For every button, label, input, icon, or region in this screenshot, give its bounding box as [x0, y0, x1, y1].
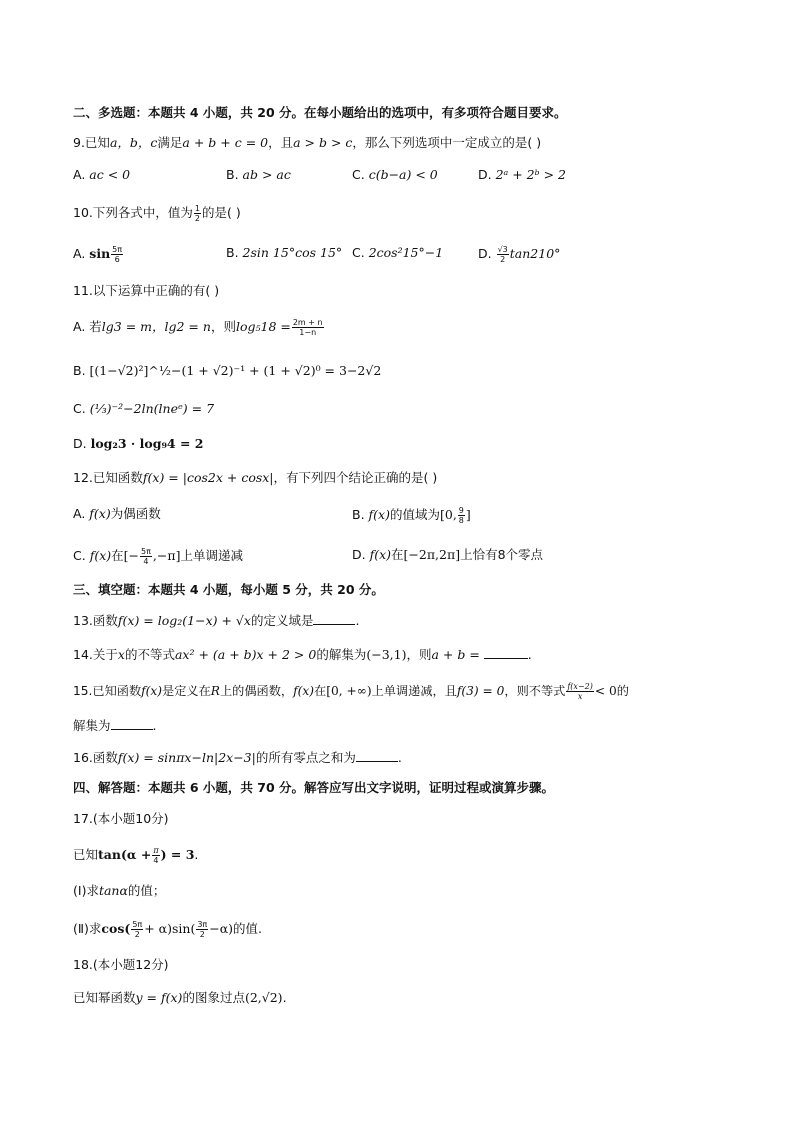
q12-option-a: A. f(x)为偶函数 — [73, 506, 161, 521]
q17-title: 17.(本小题10分) — [73, 811, 169, 826]
q11-stem: 11.以下运算中正确的有( ) — [73, 283, 220, 298]
q10-option-a: A. sin $\frac{5\pi}{6}$ — [73, 245, 123, 264]
q11-option-a: A. 若lg3 = m，lg2 = n，则log₅18 = $\frac{2m + n}{1-n}$ — [73, 318, 323, 337]
q9-stem: 9.已知a，b，c满足a + b + c = 0，且a > b > c，那么下列选项中一定成立的是( ) — [73, 135, 542, 150]
q11-option-b: B. [(1−√2)²]^½−(1 + √2)⁻¹ + (1 + √2)⁰ = 3−2√2 — [73, 363, 382, 378]
q17-part1: (Ⅰ)求tanα的值； — [73, 883, 166, 898]
q10-stem: 10.下列各式中，值为 $\frac{1}{2}$ 的是( ) — [73, 204, 241, 223]
q15-stem: 15.已知函数f(x)是定义在R上的偶函数，f(x)在[0, +∞)上单调递减，且f(3) = 0，则不等式 $\frac{f(x-2)}{x}$ < 0的 — [73, 682, 629, 701]
q9-option-d: D. 2ᵃ + 2ᵇ > 2 — [478, 167, 566, 182]
q10-option-b: B. 2sin 15°cos 15° — [226, 245, 343, 260]
q12-option-d: D. f(x)在[−2π,2π]上恰有8个零点 — [352, 547, 544, 562]
q18-title: 18.(本小题12分) — [73, 957, 169, 972]
q13-stem: 13.函数f(x) = log₂(1−x) + √x的定义域是 . — [73, 613, 360, 628]
q16-stem: 16.函数f(x) = sinπx−ln|2x−3|的所有零点之和为 . — [73, 750, 402, 765]
q13-answer-blank[interactable] — [313, 613, 355, 625]
q12-option-b: B. f(x)的值域为[0, $\frac{9}{8}$ ] — [352, 506, 471, 525]
q18-given: 已知幂函数y = f(x)的图象过点(2,√2). — [73, 990, 287, 1005]
section4-heading: 四、解答题：本题共 6 小题，共 70 分。解答应写出文字说明，证明过程或演算步骤。 — [73, 780, 555, 795]
q10-option-d: D. $\frac{√3}{2}$ tan210° — [478, 245, 561, 264]
q12-option-c: C. f(x)在[− $\frac{5\pi}{4}$ ,−π]上单调递减 — [73, 547, 243, 566]
q15-answer-blank[interactable] — [111, 718, 153, 730]
section2-heading: 二、多选题：本题共 4 小题，共 20 分。在每小题给出的选项中，有多项符合题目要求。 — [73, 105, 567, 120]
q16-answer-blank[interactable] — [356, 750, 398, 762]
q11-option-d: D. log₂3 · log₉4 = 2 — [73, 436, 204, 451]
q9-option-b: B. ab > ac — [226, 167, 291, 182]
q12-stem: 12.已知函数f(x) = |cos2x + cosx|，有下列四个结论正确的是( ) — [73, 470, 438, 485]
q17-part2: (Ⅱ)求cos( $\frac{5\pi}{2}$ + α)sin( $\frac{3\pi}{2}$ −α)的值. — [73, 920, 263, 939]
q9-option-a: A. ac < 0 — [73, 167, 131, 182]
q10-option-c: C. 2cos²15°−1 — [352, 245, 444, 260]
q14-answer-blank[interactable] — [484, 647, 528, 659]
q15-line2: 解集为 . — [73, 718, 157, 733]
q14-stem: 14.关于x的不等式ax² + (a + b)x + 2 > 0的解集为(−3,1)，则a + b = . — [73, 647, 532, 662]
section3-heading: 三、填空题：本题共 4 小题，每小题 5 分，共 20 分。 — [73, 582, 384, 597]
q9-option-c: C. c(b−a) < 0 — [352, 167, 438, 182]
q11-option-c: C. (⅓)⁻²−2ln(lneᵉ) = 7 — [73, 401, 215, 416]
q17-given: 已知tan(α + $\frac{\pi}{4}$ ) = 3. — [73, 846, 199, 865]
